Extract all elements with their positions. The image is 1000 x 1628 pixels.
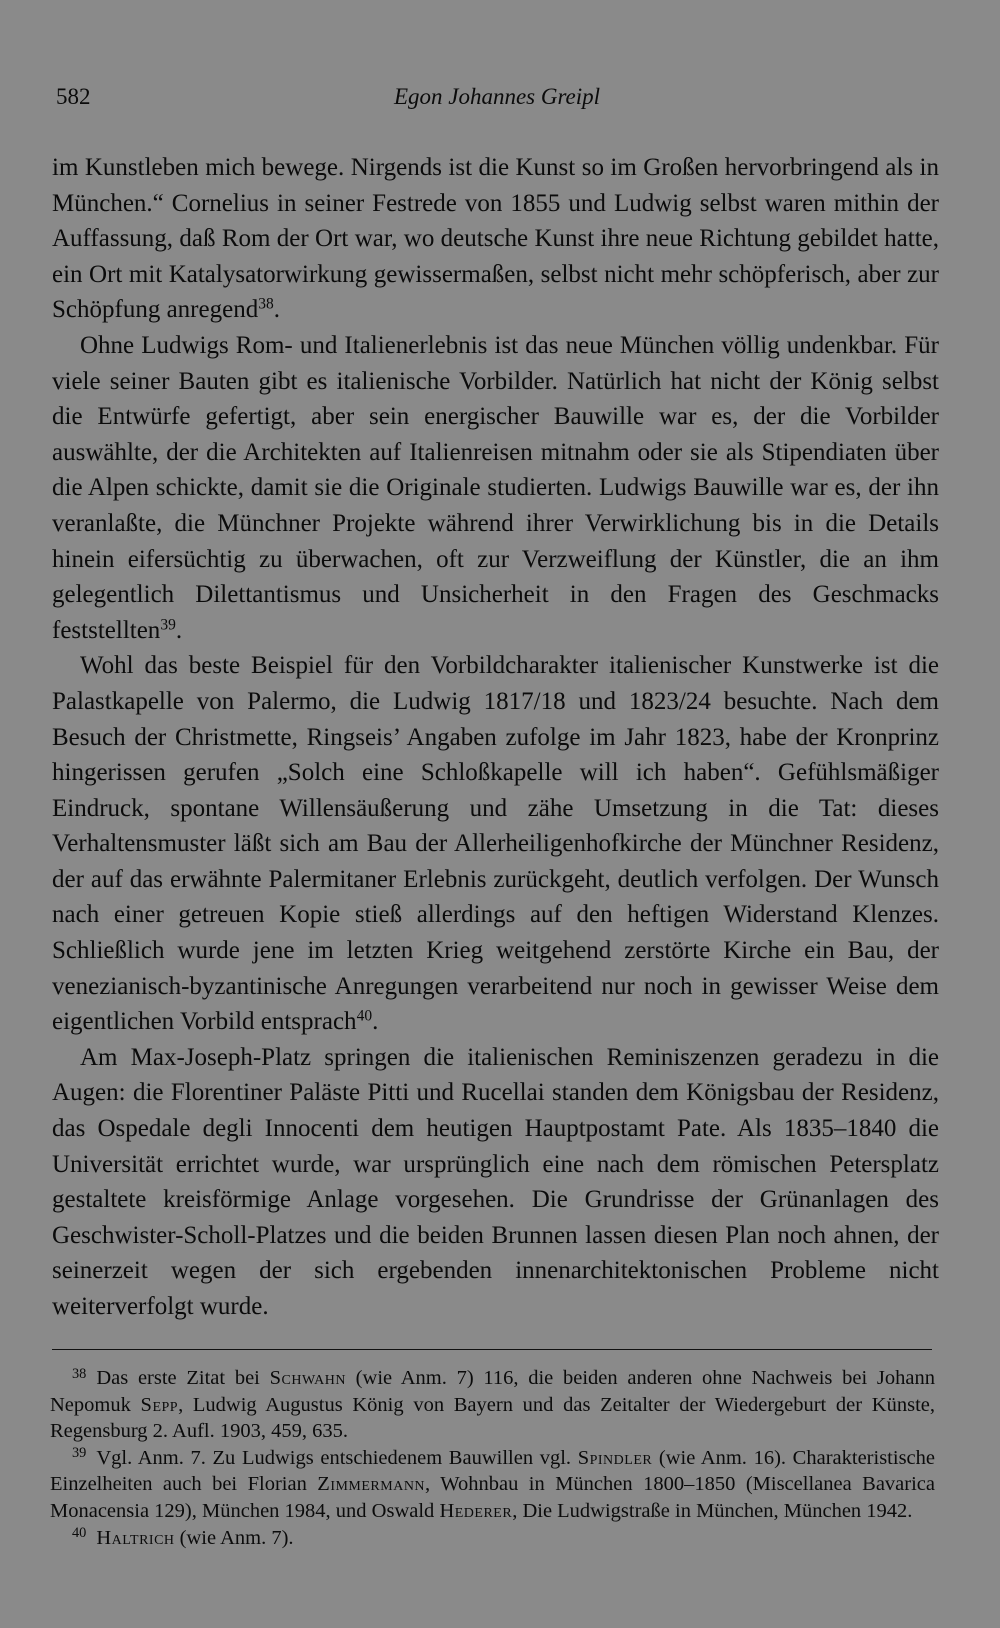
footnote-40: [50, 1525, 935, 1552]
body-text: [52, 150, 939, 1325]
paragraph-text: im Kunstleben mich bewege. Nirgends ist die Kunst so im Großen hervorbringend als in München.“ Cornelius in seiner Festrede von 1855 und Ludwig selbst waren mithin der Auffassung, daß Rom der Ort war, wo deutsche Kunst ihre neue Richtung gebildet hatte, ein Ort mit Katalysatorwirkung gewissermaßen, selbst nicht mehr schöpferisch, aber zur Schöpfung anregend: [52, 154, 939, 324]
footnote-text: Vgl. Anm. 7. Zu Ludwigs entschiedenem Bauwillen vgl.: [96, 1446, 578, 1469]
footnote-text: (wie Anm. 7).: [174, 1526, 294, 1549]
footnote-text: , Die Ludwigstraße in München, München 1942.: [512, 1499, 913, 1522]
footnote-38: [50, 1365, 935, 1445]
paragraph-3: [52, 648, 939, 1040]
paragraph-2: [52, 328, 939, 648]
footnote-number: 38: [72, 1365, 87, 1382]
paragraph-text: Wohl das beste Beispiel für den Vorbildcharakter italienischer Kunstwerke ist die Palastkapelle von Palermo, die Ludwig 1817/18 und 1823/24 besuchte. Nach dem Besuch der Christmette, Ringseis’ Angaben zufolge im Jahr 1823, habe der Kronprinz hingerissen gerufen „Solch eine Schloßkapelle will ich haben“. Gefühlsmäßiger Eindruck, spontane Willensäußerung und zähe Umsetzung in die Tat: dieses Verhaltensmuster läßt sich am Bau der Allerheiligenhofkirche der Münchner Residenz, der auf das erwähnte Palermitaner Erlebnis zurückgeht, deutlich verfolgen. Der Wunsch nach einer getreuen Kopie stieß allerdings auf den heftigen Widerstand Klenzes. Schließlich wurde jene im letzten Krieg weitgehend zerstörte Kirche ein Bau, der venezianisch-byzantinische Anregungen verarbeitend nur noch in gewisser Weise dem eigentlichen Vorbild entsprach: [52, 652, 939, 1036]
footnote-rule: [52, 1349, 932, 1350]
page-number: 582: [56, 84, 91, 109]
running-title: Egon Johannes Greipl: [393, 84, 601, 109]
paragraph-text: Am Max-Joseph-Platz springen die italienischen Reminiszenzen geradezu in die Augen: die Florentiner Paläste Pitti und Rucellai standen dem Königsbau der Residenz, das Ospedale degli Innocenti dem heutigen Hauptpostamt Pate. Als 1835–1840 die Universität errichtet wurde, war ursprünglich eine nach dem römischen Petersplatz gestaltete kreisförmige Anlage vorgesehen. Die Grundrisse der Grünanlagen des Geschwister-Scholl-Platzes und die beiden Brunnen lassen diesen Plan noch ahnen, der seinerzeit wegen der sich ergebenden innenarchitektonischen Probleme nicht weiterverfolgt wurde.: [52, 1043, 939, 1320]
footnote-text: (wie Anm. 7) 116, die beiden anderen ohne Nachweis bei Johann Nepomuk: [50, 1367, 935, 1416]
author-name: Haltrich: [96, 1526, 175, 1549]
footnote-ref-39[interactable]: 39: [160, 616, 176, 634]
author-name: Sepp: [140, 1393, 179, 1416]
footnote-text: (wie Anm. 16). Charakteristische Einzelheiten auch bei Florian: [50, 1446, 935, 1496]
paragraph-4: [52, 1040, 939, 1325]
footnote-ref-38[interactable]: 38: [258, 295, 274, 313]
footnote-text: , Wohnbau in München 1800–1850 (Miscellanea Bavarica Monacensia 129), München 1984, und Oswald: [50, 1473, 935, 1522]
page-header: [56, 80, 938, 116]
footnote-number: 39: [72, 1445, 87, 1462]
paragraph-text-end: .: [372, 1008, 379, 1036]
author-name: Zimmermann: [317, 1473, 426, 1496]
footnote-text: Das erste Zitat bei: [96, 1367, 270, 1389]
footnote-number: 40: [72, 1525, 87, 1542]
paragraph-text-end: .: [175, 616, 183, 644]
footnotes: [50, 1365, 935, 1551]
author-name: Schwahn: [269, 1367, 346, 1389]
paragraph-1: [52, 150, 939, 328]
footnote-ref-40[interactable]: 40: [356, 1007, 373, 1025]
paragraph-text-end: .: [273, 296, 280, 324]
paragraph-text: Ohne Ludwigs Rom- und Italienerlebnis ist das neue München völlig undenkbar. Für viele seiner Bauten gibt es italienische Vorbilder. Natürlich hat nicht der König selbst die Entwürfe gefertigt, aber sein energischer Bauwille war es, der die Vorbilder auswählte, der die Architekten auf Italienreisen mitnahm oder sie als Stipendiaten über die Alpen schickte, damit sie die Originale studierten. Ludwigs Bauwille war es, der ihn veranlaßte, die Münchner Projekte während ihrer Verwirklichung bis in die Details hinein eifersüchtig zu überwachen, oft zur Verzweiflung der Künstler, die an ihm gelegentlich Dilettantismus und Unsicherheit in den Fragen des Geschmacks feststellten: [52, 331, 939, 644]
footnote-text: , Ludwig Augustus König von Bayern und das Zeitalter der Wiedergeburt der Künste, Regensburg 2. Aufl. 1903, 459, 635.: [50, 1393, 935, 1443]
author-name: Spindler: [577, 1446, 653, 1469]
footnote-39: [50, 1445, 935, 1525]
author-name: Hederer: [439, 1499, 513, 1522]
